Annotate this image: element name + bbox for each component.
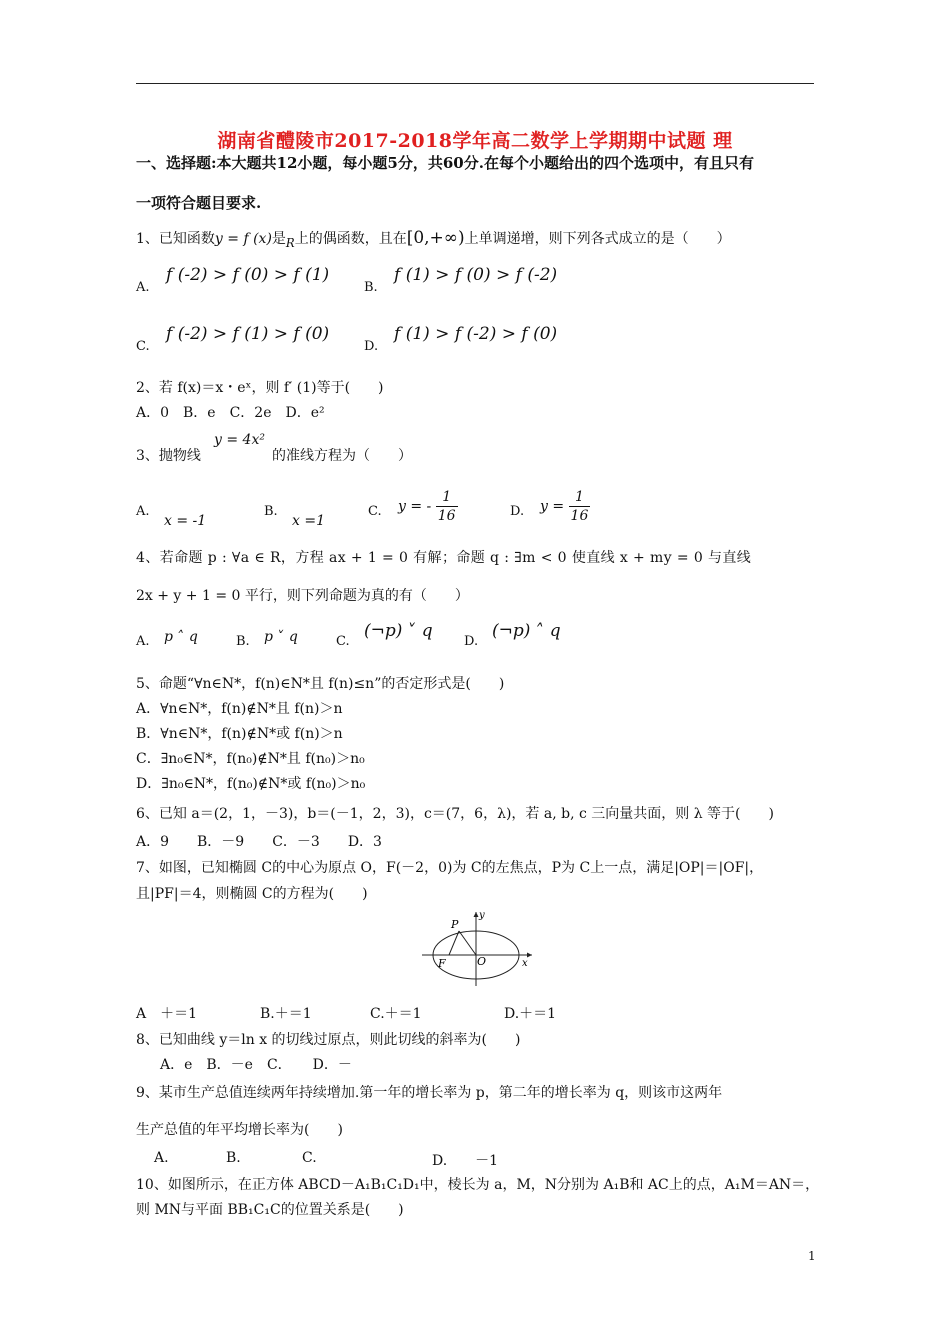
q3-option-d-label: D.: [510, 504, 525, 519]
q10-stem-line2: 则 MN与平面 BB₁C₁C的位置关系是( ): [136, 1202, 404, 1218]
q1-option-a-label: A.: [136, 280, 150, 295]
q3-stem-b: 的准线方程为（ ）: [272, 448, 412, 464]
section-heading-line2: 一项符合题目要求.: [136, 194, 262, 212]
q4-option-b-label: B.: [236, 634, 250, 649]
q6-stem: 6、已知 a＝(2，1，－3)，b＝(－1，2，3)，c＝(7，6，λ)，若 a, b, c 三向量共面，则 λ 等于( ): [136, 806, 774, 822]
q6-options: A．9 B．－9 C．－3 D．3: [136, 834, 382, 850]
q9-option-a: A.: [154, 1150, 169, 1166]
q1-option-c-label: C.: [136, 339, 150, 354]
fig-label-o: O: [477, 955, 487, 968]
section-heading-line1: 一、选择题:本大题共12小题，每小题5分，共60分.在每个小题给出的四个选项中，有且只有: [136, 154, 754, 172]
q5-stem: 5、命题“∀n∈N*，f(n)∈N*且 f(n)≤n”的否定形式是( ): [136, 676, 505, 692]
q1-function: y = f (x): [214, 231, 272, 247]
q3-option-d-denominator: 16: [570, 508, 589, 524]
ellipse-figure: [416, 908, 536, 988]
q4-option-b: p ˅ q: [264, 629, 298, 645]
q3-option-c: [398, 488, 458, 525]
q5-option-d: D．∃n₀∈N*，f(n₀)∉N*或 f(n₀)＞n₀: [136, 776, 366, 792]
fig-label-f: F: [438, 957, 446, 970]
q3-option-d-numerator: 1: [569, 488, 591, 507]
q8-options: A．e B．－e C． D．－: [160, 1057, 352, 1073]
q3-option-d-fraction: [569, 488, 591, 525]
q3-option-d: [540, 488, 590, 525]
q4-option-a-label: A.: [136, 634, 150, 649]
q9-option-c: C.: [302, 1150, 317, 1166]
q1-real-set: R: [285, 235, 295, 250]
q2-options: A．0 B．e C．2e D．e²: [136, 405, 325, 421]
q1-option-b-label: B.: [364, 280, 378, 295]
q9-option-b: B.: [226, 1150, 241, 1166]
q7-stem-line2: 且|PF|＝4，则椭圆 C的方程为( ): [136, 886, 368, 902]
q1-option-b: f (1) > f (0) > f (-2): [394, 265, 558, 285]
q4-option-a: p ˄ q: [164, 629, 198, 645]
y-axis-arrow: [474, 912, 479, 917]
q9-stem-line1: 9、某市生产总值连续两年持续增加.第一年的增长率为 p，第二年的增长率为 q，则该市这两年: [136, 1085, 723, 1101]
q7-stem-line1: 7、如图，已知椭圆 C的中心为原点 O，F(－2，0)为 C的左焦点，P为 C上一点，满足|OP|＝|OF|，: [136, 860, 764, 876]
q1-option-a: f (-2) > f (0) > f (1): [166, 265, 330, 285]
q4-stem-line1: 4、若命题 p : ∀a ∈ R，方程 ax + 1 = 0 有解；命题 q : ∃m < 0 使直线 x + my = 0 与直线: [136, 550, 752, 566]
q1-stem-text: 1、已知函数: [136, 231, 215, 247]
q1-stem-text-3: 上的偶函数，且在: [294, 231, 407, 247]
q7-option-b: B.＋＝1: [260, 1006, 312, 1022]
q3-option-b-label: B.: [264, 504, 278, 519]
q1-option-d-label: D.: [364, 339, 379, 354]
q10-stem-line1: 10、如图所示，在正方体 ABCD－A₁B₁C₁D₁中，棱长为 a，M，N分别为 A₁B和 AC上的点，A₁M＝AN＝，: [136, 1177, 820, 1193]
q5-option-a: A．∀n∈N*，f(n)∉N*且 f(n)＞n: [136, 701, 343, 717]
q7-option-a: A ＋＝1: [136, 1006, 198, 1022]
fig-label-x: x: [522, 958, 528, 969]
q7-option-d: D.＋＝1: [504, 1006, 557, 1022]
q3-option-d-lhs: y =: [540, 498, 565, 515]
q3-option-a-label: A.: [136, 504, 150, 519]
q3-option-c-denominator: 16: [437, 508, 456, 524]
q3-option-c-fraction: [436, 488, 458, 525]
q1-interval: [0,+∞): [406, 228, 465, 248]
q1-option-c: f (-2) > f (1) > f (0): [166, 324, 330, 344]
q4-stem-line2: 2x + y + 1 = 0 平行，则下列命题为真的有（ ）: [136, 588, 469, 604]
q2-stem: 2、若 f(x)＝x・eˣ，则 f′ (1)等于( ): [136, 380, 384, 396]
fig-label-p: P: [451, 918, 459, 931]
header-rule: [136, 83, 814, 84]
q8-stem: 8、已知曲线 y＝ln x 的切线过原点，则此切线的斜率为( ): [136, 1032, 521, 1048]
q3-option-b: x =1: [292, 513, 325, 529]
q3-option-c-label: C.: [368, 504, 382, 519]
q4-option-c: (¬p) ˅ q: [364, 621, 433, 641]
q1-stem-text-2: 是: [271, 231, 286, 247]
q3-stem-a: 3、抛物线: [136, 448, 201, 464]
q1-option-d: f (1) > f (-2) > f (0): [394, 324, 558, 344]
q7-option-c: C.＋＝1: [370, 1006, 422, 1022]
page-number: 1: [808, 1249, 816, 1263]
fig-label-y: y: [479, 910, 485, 921]
q9-option-d: D. －1: [432, 1153, 499, 1169]
q3-equation: y = 4x²: [214, 432, 265, 448]
q4-option-d-label: D.: [464, 634, 479, 649]
q5-option-c: C．∃n₀∈N*，f(n₀)∉N*且 f(n₀)＞n₀: [136, 751, 365, 767]
q1-stem: [136, 228, 731, 250]
q3-option-c-lhs: y = -: [398, 498, 432, 515]
q9-stem-line2: 生产总值的年平均增长率为( ): [136, 1122, 343, 1138]
q5-option-b: B．∀n∈N*，f(n)∉N*或 f(n)＞n: [136, 726, 343, 742]
page-title: 湖南省醴陵市2017-2018学年高二数学上学期期中试题 理: [217, 130, 733, 152]
q4-option-d: (¬p) ˄ q: [492, 621, 561, 641]
q1-stem-text-4: 上单调递增，则下列各式成立的是（ ）: [464, 231, 731, 247]
q3-option-a: x = -1: [164, 513, 207, 529]
q4-option-c-label: C.: [336, 634, 350, 649]
q3-option-c-numerator: 1: [436, 488, 458, 507]
x-axis-arrow: [527, 953, 532, 958]
segment-po: [459, 931, 476, 955]
